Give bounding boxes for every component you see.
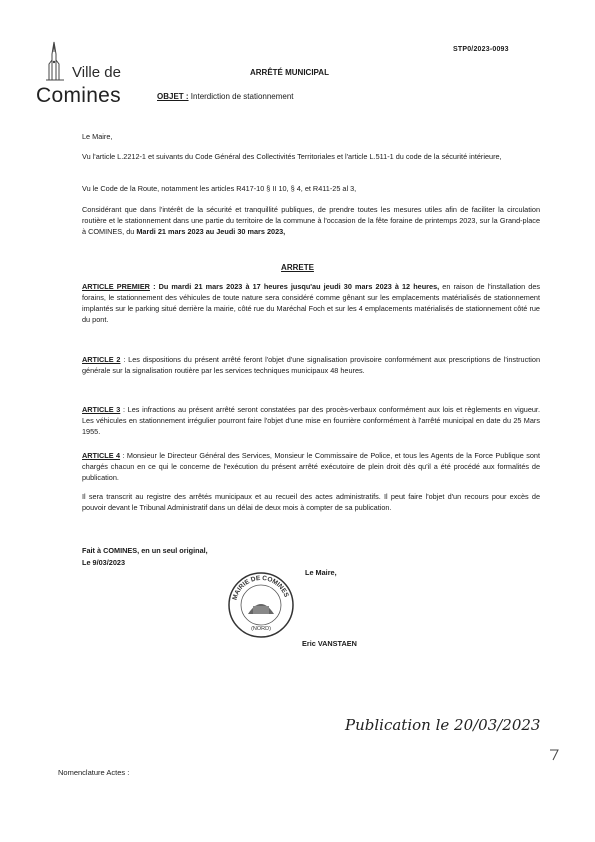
article-4-text: : Monsieur le Directeur Général des Services, Monsieur le Commissaire de Police, et tous les Agents de la Force Publique sont chargés chacun en ce qui le concerne de l'exécution du présent arrêté exécutoire de plein droit dès qu'il a été procédé aux formalités de publication. xyxy=(82,451,540,482)
article-2 xyxy=(82,354,540,376)
le-maire-intro: Le Maire, xyxy=(82,132,113,141)
vu-paragraph-2: Vu le Code de la Route, notamment les articles R417-10 § II 10, § 4, et R411-25 al 3, xyxy=(82,184,357,193)
article-4-label: ARTICLE 4 xyxy=(82,451,121,460)
article-3-text: : Les infractions au présent arrêté seront constatées par des procès-verbaux conformément aux lois et règlements en vigueur. Les véhicules en stationnement irrégulier pourront faire l'objet d'une mise en fourrière conformément à l'arrêté municipal en date du 25 Mars 1955. xyxy=(82,405,540,436)
document-reference: STP0/2023-0093 xyxy=(453,46,509,53)
considerant-paragraph xyxy=(82,204,540,237)
objet-text: Interdiction de stationnement xyxy=(190,92,294,101)
article-3-label: ARTICLE 3 xyxy=(82,405,121,414)
article-1-text: en raison de l'installation des forains, le stationnement des véhicules de toute nature sera considéré comme gênant sur les emplacements matérialisés de stationnement implantés sur le parking situé derrière la mairie, côté rue du Maréchal Foch et sur les 4 emplacements matérialisés de stationnement côté rue du pont. xyxy=(82,282,541,324)
article-1 xyxy=(82,281,540,325)
objet-line xyxy=(157,92,294,101)
article-2-label: ARTICLE 2 xyxy=(82,355,121,364)
church-logo-icon xyxy=(44,40,72,82)
fait-a-line: Fait à COMINES, en un seul original, xyxy=(82,546,208,555)
article-2-text: : Les dispositions du présent arrêté feront l'objet d'une signalisation provisoire conformément aux prescriptions de l'instruction générale sur la signalisation routière par les services techniques municipaux 48 heures. xyxy=(82,355,540,375)
objet-label: OBJET : xyxy=(157,92,189,101)
recours-paragraph: Il sera transcrit au registre des arrêtés municipaux et au recueil des actes administratifs. Il peut faire l'objet d'un recours pour excès de pouvoir devant le Tribunal Administratif dans un délai de deux mois à compter de sa publication. xyxy=(82,492,540,512)
article-1-dates: : Du mardi 21 mars 2023 à 17 heures jusqu'au jeudi 30 mars 2023 à 12 heures, xyxy=(153,282,440,291)
nomenclature-label: Nomenclature Actes : xyxy=(58,768,130,777)
considerant-dates: Mardi 21 mars 2023 au Jeudi 30 mars 2023, xyxy=(136,227,286,236)
municipal-seal-icon xyxy=(226,570,296,640)
article-4 xyxy=(82,450,540,483)
signatory-name: Eric VANSTAEN xyxy=(302,639,357,648)
fait-date: Le 9/03/2023 xyxy=(82,558,126,567)
handwritten-mark-icon xyxy=(548,748,560,762)
handwritten-publication: Publication le 20/03/2023 xyxy=(345,716,541,734)
logo-comines: Comines xyxy=(36,84,121,107)
svg-text:MAIRIE DE COMINES xyxy=(232,575,290,601)
vu-paragraph-1: Vu l'article L.2212-1 et suivants du Code Général des Collectivités Territoriales et l'article L.511-1 du code de la sécurité intérieure, xyxy=(82,152,502,161)
page-title: ARRÊTÉ MUNICIPAL xyxy=(250,68,329,77)
seal-sub: (NORD) xyxy=(251,626,271,632)
logo-ville: Ville de xyxy=(72,64,121,81)
considerant-text: Considérant que dans l'intérêt de la sécurité et tranquillité publiques, de prendre toutes les mesures utiles afin de faciliter la circulation routière et le stationnement dans une partie du territoire de la commune à l'occasion de la fête foraine de printemps 2023, sur la Grand-place à COMINES, du xyxy=(82,205,540,236)
arrete-heading: ARRETE xyxy=(281,263,314,272)
article-1-label: ARTICLE PREMIER xyxy=(82,282,150,291)
seal-text: MAIRIE DE COMINES xyxy=(231,574,290,601)
article-3 xyxy=(82,404,540,437)
signature-le-maire: Le Maire, xyxy=(305,568,337,577)
